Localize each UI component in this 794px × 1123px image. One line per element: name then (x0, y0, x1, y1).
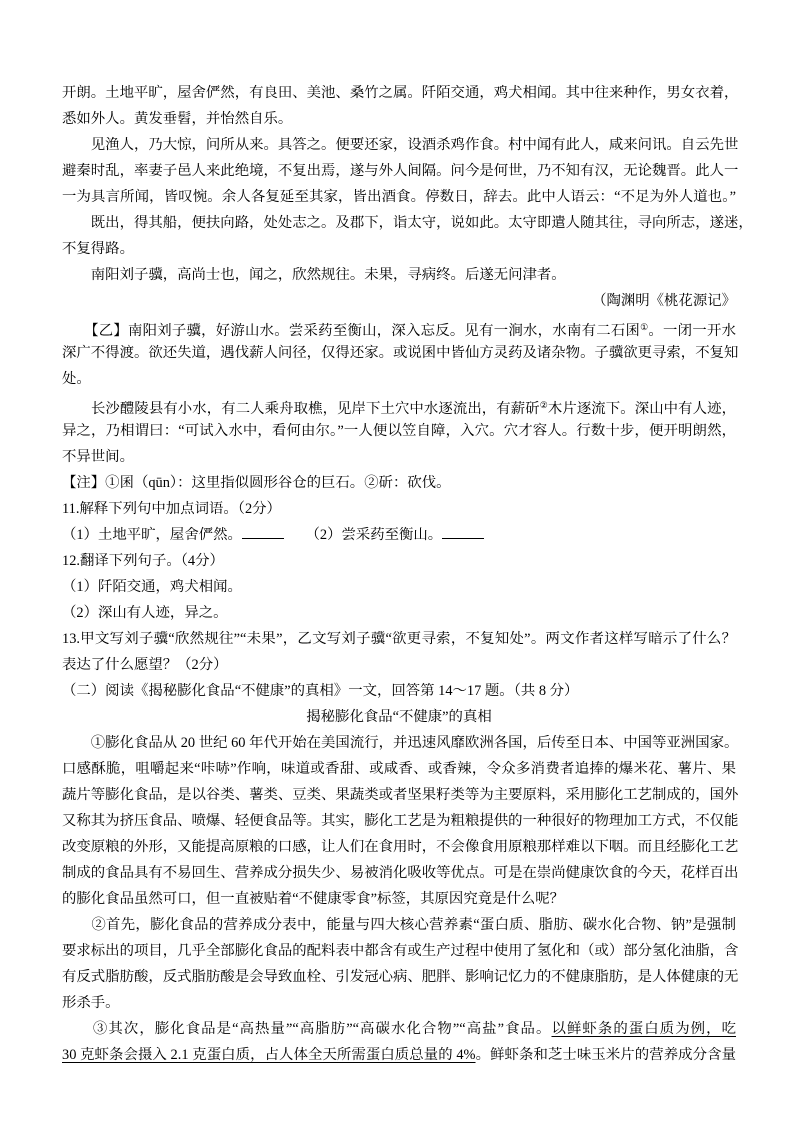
text-run: （1）土地平旷，屋舍俨然。 (62, 527, 242, 543)
text-run: （陶渊明《桃花源记》 (592, 293, 736, 309)
text-run: 不复得路。 (62, 241, 134, 257)
question-12-item-2 (62, 600, 736, 626)
text-run: 要求标出的项目，几乎全部膨化食品的配料表中都含有或生产过程中使用了氢化和（或）部分氢化油脂，含 (62, 943, 739, 959)
text-run: 改变原粮的外形，又能提高原粮的口感，让人们在食用时，不会像食用原粮那样难以下咽。而且经膨化工艺 (62, 839, 739, 855)
question-13 (62, 652, 736, 678)
article-paragraph-1-line (62, 756, 736, 782)
question-11-items (62, 522, 736, 548)
text-run: 揭秘膨化食品“不健康”的真相 (306, 709, 492, 725)
passage-yi-line (62, 314, 736, 340)
article-paragraph-1-line (62, 808, 739, 834)
text-run: 长沙醴陵县有小水，有二人乘舟取樵，见岸下土穴中水逐流出，有薪斫 (62, 401, 540, 417)
text-run: 蔬片等膨化食品，是以谷类、薯类、豆类、果蔬类或者坚果籽类等为主要原料，采用膨化工艺制成的，国外 (62, 787, 739, 803)
article-paragraph-1-line (62, 860, 739, 886)
article-paragraph-1-line (62, 782, 739, 808)
article-paragraph-1-line (62, 834, 739, 860)
text-run: ③其次，膨化食品是“高热量”“高脂肪”“高碳水化合物”“高盐”食品。 (62, 1021, 552, 1037)
passage-jia-line (62, 132, 739, 158)
text-run: 避秦时乱，率妻子邑人来此绝境，不复出焉，遂与外人间隔。问今是何世，乃不知有汉，无论魏晋。此人一 (62, 163, 739, 179)
text-run: 既出，得其船，便扶向路，处处志之。及郡下，诣太守，说如此。太守即遣人随其往，寻向所志，遂迷， (62, 215, 753, 231)
note-line (62, 470, 736, 496)
article-paragraph-3-line (62, 1016, 736, 1042)
text-run: 有反式脂肪酸，反式脂肪酸是会导致血栓、引发冠心病、肥胖、影响记忆力的不健康脂肪，是人体健康的无 (62, 969, 739, 985)
passage-jia-line (62, 106, 736, 132)
answer-blank[interactable] (442, 525, 484, 539)
text-run: 处。 (62, 371, 91, 387)
section-two-header (62, 678, 736, 704)
question-13 (62, 626, 736, 652)
text-run: 口感酥脆，咀嚼起来“咔哧”作响，味道或香甜、或咸香、或香辣，令众多消费者追捧的爆米花、薯片、果 (62, 761, 736, 777)
text-run: （二）阅读《揭秘膨化食品“不健康”的真相》一文，回答第 14～17 题。（共 8 分） (62, 683, 579, 699)
text-run: 开朗。土地平旷，屋舍俨然，有良田、美池、桑竹之属。阡陌交通，鸡犬相闻。其中往来种作，男女衣着， (62, 85, 739, 101)
question-11 (62, 496, 736, 522)
article-paragraph-2-line (62, 938, 739, 964)
text-run: ②首先，膨化食品的营养成分表中，能量与四大核心营养素“蛋白质、脂肪、碳水化合物、钠”是强制 (62, 917, 736, 933)
passage-yi-line (62, 392, 736, 418)
text-run: 一为具言所闻，皆叹惋。余人各复延至其家，皆出酒食。停数日，辞去。此中人语云：“不足为外人道也。” (62, 189, 736, 205)
text-run: 30 克虾条会摄入 2.1 克蛋白质，占人体全天所需蛋白质总量的 4% (62, 1047, 476, 1063)
text-run: 制成的食品具有不易回生、营养成分损失少、易被消化吸收等优点。可是在崇尚健康饮食的今天，花样百出 (62, 865, 739, 881)
text-run: ①膨化食品从 20 世纪 60 年代开始在美国流行，并迅速风靡欧洲各国，后传至日本、中国等亚洲国家。 (62, 735, 739, 751)
text-run: 不异世间。 (62, 449, 134, 465)
passage-jia-line (62, 80, 739, 106)
passage-yi-line (62, 418, 736, 444)
article-paragraph-2-line (62, 990, 736, 1016)
text-run: （2）深山有人迹，异之。 (62, 605, 228, 621)
passage-yi-line (62, 444, 736, 470)
text-run (284, 527, 313, 543)
answer-blank[interactable] (242, 525, 284, 539)
footnote-marker: ② (539, 400, 548, 410)
text-run: 12.翻译下列句子。（4分） (62, 553, 224, 569)
text-run: 。一闭一开水 (648, 323, 736, 339)
text-run: 悉如外人。黄发垂髫，并怡然自乐。 (62, 111, 293, 127)
article-paragraph-1-line (62, 886, 736, 912)
text-run: 又称其为挤压食品、喷爆、轻便食品等。其实，膨化工艺是为粗粮提供的一种很好的物理加工方式，不仅能 (62, 813, 739, 829)
article-paragraph-2-line (62, 964, 739, 990)
text-run: 的膨化食品虽然可口，但一直被贴着“不健康零食”标签，其原因究竟是什么呢？ (62, 891, 565, 907)
passage-yi-line (62, 340, 739, 366)
text-run: 【注】①囷（qūn）：这里指似圆形谷仓的巨石。②斫：砍伐。 (62, 475, 451, 491)
article-paragraph-2-line (62, 912, 736, 938)
article-paragraph-1-line (62, 730, 739, 756)
passage-jia-line (62, 158, 739, 184)
text-run: （1）阡陌交通，鸡犬相闻。 (62, 579, 242, 595)
text-run: 以鲜虾条的蛋白质为例，吃 (551, 1021, 736, 1037)
passage-yi-line (62, 366, 736, 392)
text-run: 11.解释下列句中加点词语。（2分） (62, 501, 281, 517)
text-run: 深广不得渡。欲还失道，遇伐薪人问径，仅得还家。或说囷中皆仙方灵药及诸杂物。子骥欲更寻索，不复知 (62, 345, 739, 361)
passage-jia-line (62, 236, 736, 262)
text-run: 南阳刘子骥，高尚士也，闻之，欣然规往。未果，寻病终。后遂无问津者。 (62, 267, 566, 283)
text-run: 【乙】南阳刘子骥，好游山水。尝采药至衡山，深入忘反。见有一涧水，水南有二石囷 (62, 323, 641, 339)
text-run: （2）尝采药至衡山。 (312, 527, 443, 543)
question-12-item-1 (62, 574, 736, 600)
text-run: 形杀手。 (62, 995, 120, 1011)
passage-jia-line (62, 210, 753, 236)
passage-jia-line (62, 184, 736, 210)
text-run: 木片逐流下。深山中有人迹， (547, 401, 736, 417)
footnote-marker: ① (640, 322, 649, 332)
text-run: 见渔人，乃大惊，问所从来。具答之。便要还家，设酒杀鸡作食。村中闻有此人，咸来问讯。自云先世 (62, 137, 739, 153)
question-12 (62, 548, 736, 574)
text-run: 。鲜虾条和芝士味玉米片的营养成分含量 (475, 1047, 736, 1063)
text-run: 表达了什么愿望？（2分） (62, 657, 228, 673)
source-attribution (62, 288, 736, 314)
article-title (62, 704, 736, 730)
document-content[interactable] (62, 80, 753, 1068)
article-paragraph-3-line (62, 1042, 736, 1068)
text-run: 13.甲文写刘子骥“欣然规往”“未果”，乙文写刘子骥“欲更寻索，不复知处”。两文作者这样写暗示了什么？ (62, 631, 736, 647)
passage-jia-line (62, 262, 736, 288)
text-run: 异之，乃相谓曰：“可试入水中，看何由尔。”一人便以笠自障，入穴。穴才容人。行数十步，便开明朗然， (62, 423, 736, 439)
